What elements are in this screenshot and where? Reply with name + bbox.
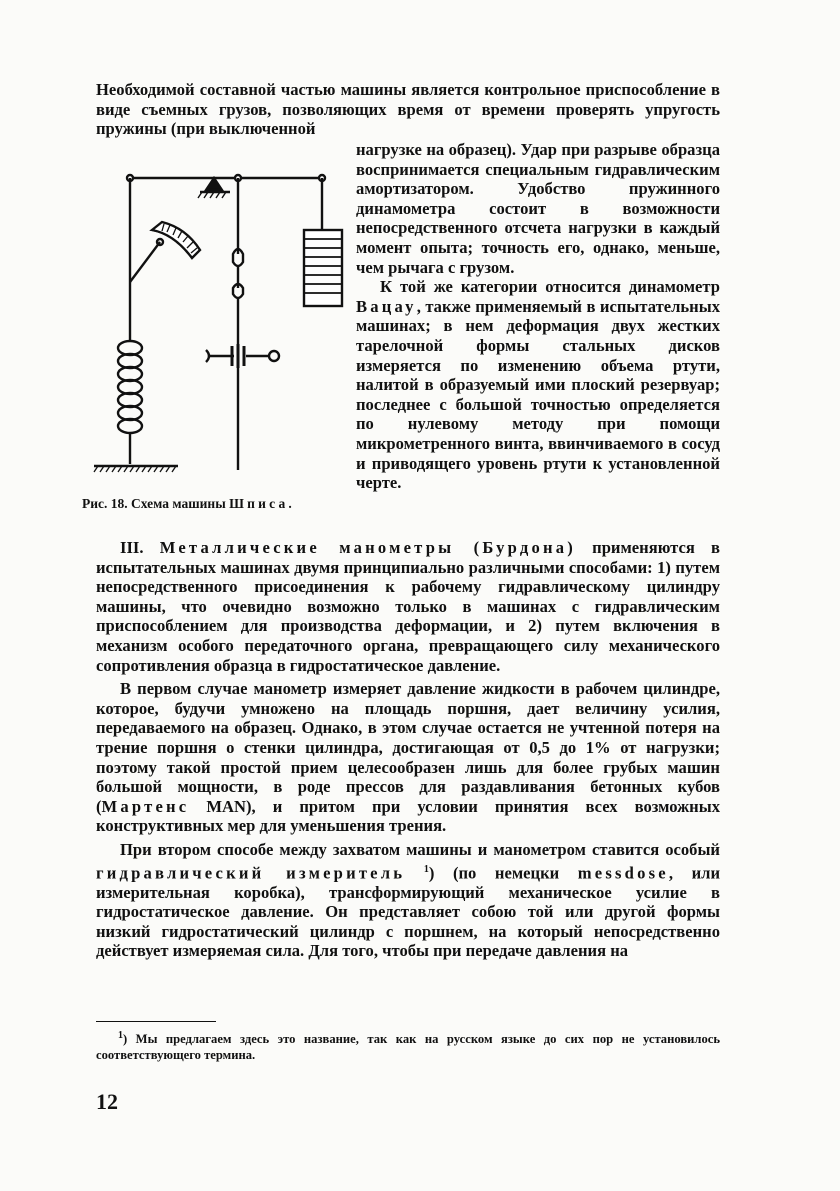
footnote — [96, 1028, 720, 1063]
p2-pre: В первом случае манометр измеряет давление жидкости в рабочем цилиндре, которое, будучи умножено на площадь поршня, дает величину усилия, передаваемого на образец. Однако, в этом случае остается не учтенной потеря на трение поршня о стенки цилиндра, достигающая от 0,5 до 1% от нагрузки; поэтому такой простой прием целесообразен лишь для более грубых машин большой мощности, в роде прессов для раздавливания бетонных кубов ( — [96, 679, 720, 816]
clamp-screw — [206, 344, 279, 368]
paragraph-manometers — [96, 538, 720, 675]
p1-post: применяются в испытательных машинах двумя принципиально различными способами: 1) путем непосредственного присоединения к рабочему гидравлическому цилиндру машины, что очевидно возможно только в машинах с гидравлическим приспособлением для производства деформации, и 2) путем включения в механизм особого передаточного органа, превращающего силу механического сопротивления образца в гидростатическое давление. — [96, 538, 720, 675]
side-p2-pre: К той же категории относится динамометр — [380, 277, 720, 297]
side-p2-post: , также применяемый в испытательных машинах; в нем деформация двух жестких тарелочной формы стальных дисков измеряется по изменению объема ртути, налитой в образуемый ими плоский резервуар; последнее с большой точностью определяется по нулевому методу при помощи микрометренного винта, ввинчиваемого в сосуд и приводящего уровень ртути к установленной черте. — [356, 296, 720, 493]
p2-name: Мартенс — [101, 796, 190, 816]
footnote-text: ) Мы предлагаем здесь это название, так как на русском языке до сих пор не установилось соответствующего термина. — [96, 1032, 720, 1063]
gauge-pointer — [130, 242, 160, 282]
p3-term: гидравлический измеритель — [96, 863, 406, 883]
footnote-rule — [96, 1021, 216, 1022]
p3-post: , или измерительная коробка), трансформирующий механическое усилие в гидростатическое давление. Он представляет собою той или другой формы низкий гидростатический цилиндр с поршнем, на который непосредственно действует измеряемая сила. Для того, чтобы при передаче давления на — [96, 863, 721, 961]
paragraph-first-case — [96, 679, 720, 836]
footnote-ref: 1 — [423, 863, 429, 875]
spis-machine-diagram — [82, 150, 350, 490]
caption-suffix: . — [288, 496, 292, 511]
side-paragraph-2 — [356, 277, 720, 493]
caption-name: Шписа — [229, 496, 289, 511]
spring — [118, 341, 142, 433]
side-paragraph-1: нагрузке на образец). Удар при разрыве образца воспринимается специальным гидравлическим амортизатором. Удобство пружинного динамометра состоит в возможности непосредственного отсчета нагрузки в каждый момент опыта; точность его, однако, меньше, чем рычага с грузом. — [356, 140, 720, 277]
intro-paragraph: Необходимой составной частью машины является контрольное приспособление в виде съемных грузов, позволяющих время от времени проверять упругость пружины (при выключенной — [96, 80, 720, 139]
p3-mid: ) (по немецки — [428, 863, 578, 883]
page-number: 12 — [96, 1089, 118, 1114]
p3-word: messdose — [577, 863, 669, 883]
caption-prefix: Рис. 18. Схема машины — [82, 496, 230, 511]
figure-caption — [82, 496, 350, 512]
p1-heading: Металлические манометры (Бурдона) — [159, 538, 576, 557]
main-text — [96, 538, 720, 965]
p1-pre: III. — [120, 538, 160, 557]
fulcrum — [206, 178, 222, 190]
p3-pre: При втором способе между захватом машины и манометром ставится особый — [120, 839, 720, 859]
paragraph-second-case — [96, 840, 720, 961]
side-column — [356, 140, 720, 493]
footnote-marker: 1 — [118, 1030, 123, 1041]
figure-18 — [82, 150, 350, 530]
weight-stack — [304, 230, 342, 306]
side-p2-name: Вацау — [356, 296, 417, 316]
p2-post: MAN), и притом при условии принятия всех возможных конструктивных мер для уменьшения трения. — [96, 796, 720, 836]
